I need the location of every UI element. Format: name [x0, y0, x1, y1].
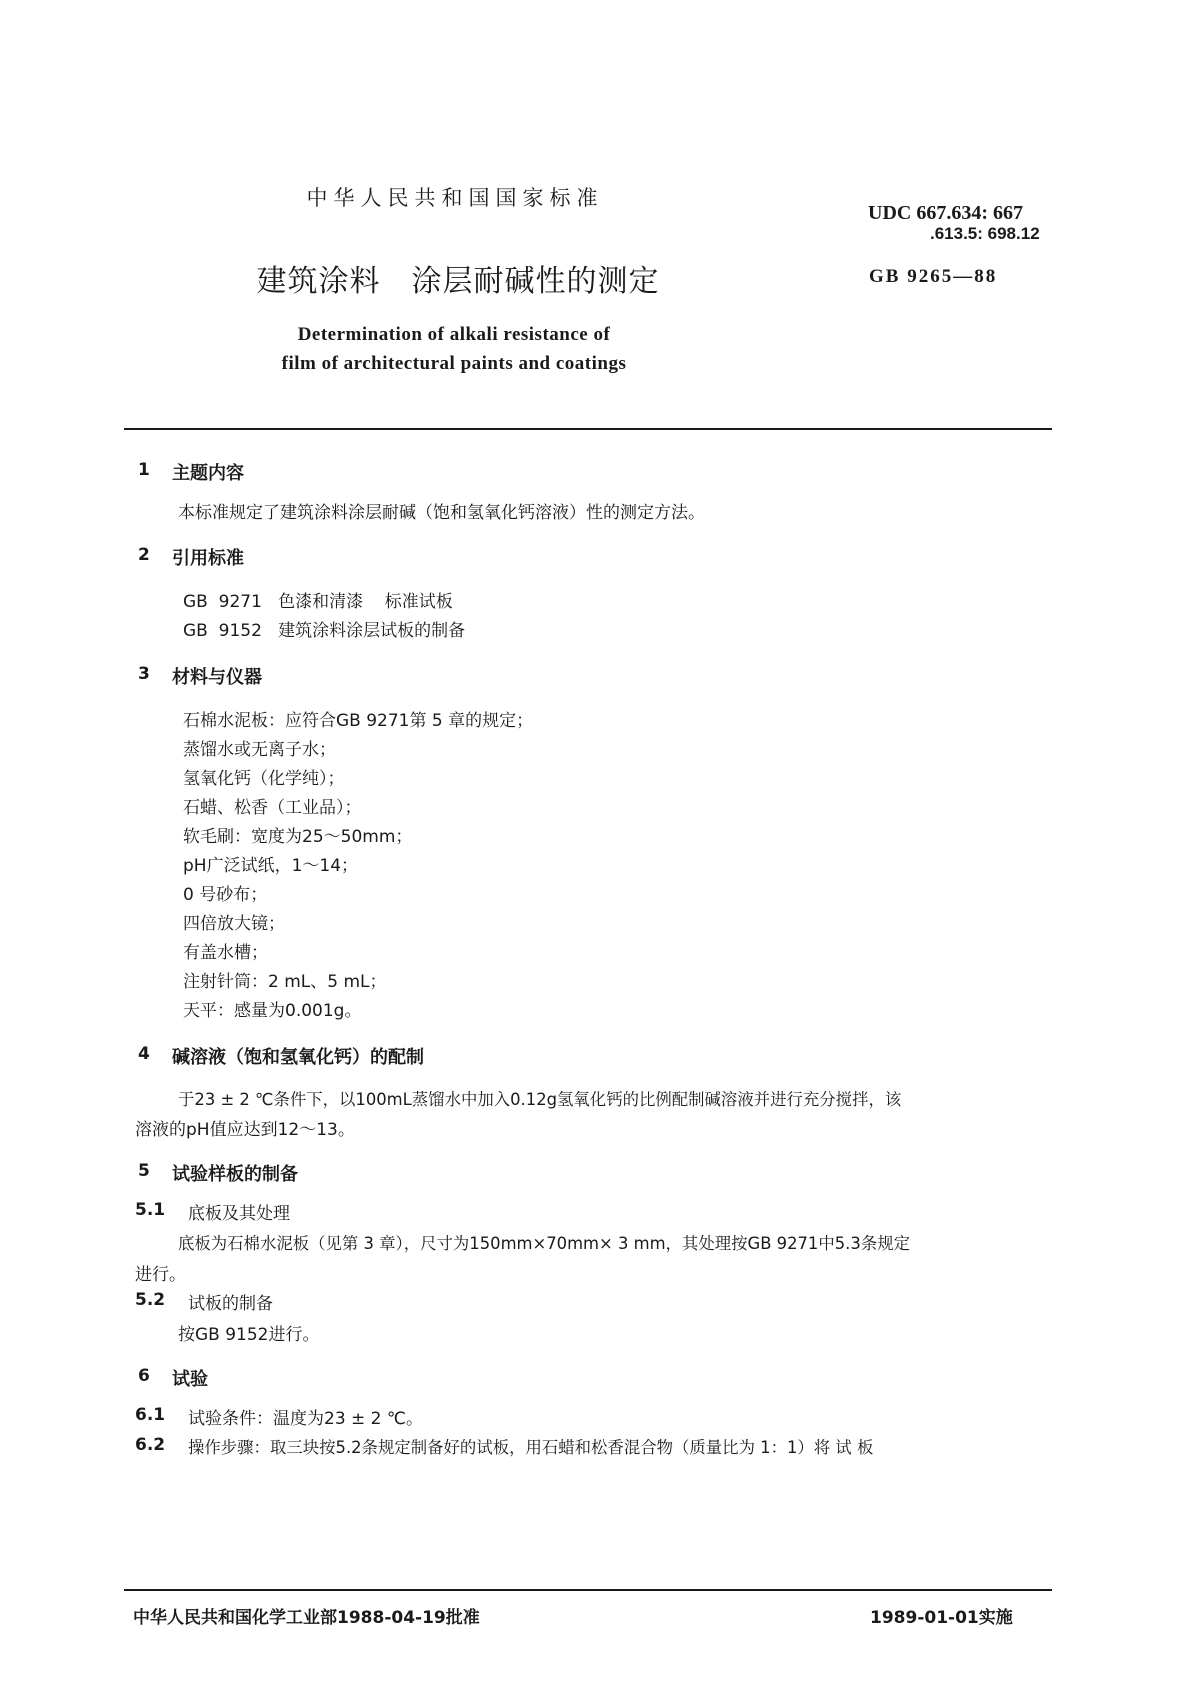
udc-line-2: .613.5: 698.12 — [930, 224, 1040, 243]
subsection-5-1-title: 底板及其处理 — [188, 1204, 290, 1224]
section-6-title: 试验 — [172, 1369, 208, 1390]
subsection-5-2-title: 试板的制备 — [188, 1294, 273, 1314]
material-item: 氢氧化钙（化学纯）； — [183, 769, 345, 789]
section-4-title: 碱溶液（饱和氢氧化钙）的配制 — [172, 1047, 424, 1068]
subsection-5-1-text-line-2: 进行。 — [135, 1265, 186, 1285]
subsection-5-1-text-line-1: 底板为石棉水泥板（见第 3 章），尺寸为150mm×70mm× 3 mm，其处理按GB 9271中5.3条规定 — [178, 1234, 910, 1253]
subsection-6-2-number: 6.2 — [135, 1435, 166, 1455]
subsection-5-2-text: 按GB 9152进行。 — [178, 1325, 320, 1345]
material-item: 石蜡、松香（工业品）； — [183, 798, 362, 818]
approval-line: 中华人民共和国化学工业部1988-04-19批准 — [133, 1608, 480, 1628]
material-item: pH广泛试纸，1～14； — [183, 856, 359, 876]
section-4-text-line-2: 溶液的pH值应达到12～13。 — [135, 1120, 355, 1140]
gb-code: GB 9265—88 — [869, 266, 998, 287]
section-1-number: 1 — [138, 460, 150, 480]
section-6-number: 6 — [138, 1366, 150, 1386]
title-english-line-2: film of architectural paints and coatings — [281, 353, 627, 374]
section-5-number: 5 — [138, 1161, 150, 1181]
subsection-6-1-text: 试验条件：温度为23 ± 2 ℃。 — [188, 1409, 423, 1429]
subsection-6-2-text: 操作步骤：取三块按5.2条规定制备好的试板，用石蜡和松香混合物（质量比为 1：1）将 试 板 — [188, 1438, 874, 1457]
section-4-number: 4 — [138, 1044, 150, 1064]
standard-name: 中华人民共和国国家标准 — [306, 186, 604, 210]
material-item: 四倍放大镜； — [183, 914, 285, 934]
material-item: 有盖水槽； — [183, 943, 268, 963]
title-english-line-1: Determination of alkali resistance of — [297, 324, 611, 345]
subsection-6-1-number: 6.1 — [135, 1405, 166, 1425]
material-item: 0 号砂布； — [183, 885, 268, 905]
footer-divider — [124, 1589, 1052, 1591]
reference-item: GB 9152 建筑涂料涂层试板的制备 — [183, 621, 466, 641]
section-2-title: 引用标准 — [172, 548, 244, 569]
section-1-title: 主题内容 — [172, 463, 244, 484]
section-4-text-line-1: 于23 ± 2 ℃条件下，以100mL蒸馏水中加入0.12g氢氧化钙的比例配制碱溶液并进行充分搅拌，该 — [178, 1090, 902, 1109]
section-3-number: 3 — [138, 664, 150, 684]
subsection-5-1-number: 5.1 — [135, 1200, 166, 1220]
material-item: 蒸馏水或无离子水； — [183, 740, 336, 760]
material-item: 软毛刷：宽度为25～50mm； — [183, 827, 413, 847]
subsection-5-2-number: 5.2 — [135, 1290, 166, 1310]
material-item: 石棉水泥板：应符合GB 9271第 5 章的规定； — [183, 711, 534, 731]
section-3-title: 材料与仪器 — [172, 667, 262, 688]
section-1-text: 本标准规定了建筑涂料涂层耐碱（饱和氢氧化钙溶液）性的测定方法。 — [178, 503, 705, 523]
material-item: 注射针筒：2 mL、5 mL； — [183, 972, 387, 992]
reference-item: GB 9271 色漆和清漆 标准试板 — [183, 592, 453, 612]
section-2-number: 2 — [138, 545, 150, 565]
title-chinese: 建筑涂料 涂层耐碱性的测定 — [256, 264, 660, 299]
effective-date-line: 1989-01-01实施 — [870, 1608, 1013, 1628]
header-divider — [124, 428, 1052, 430]
udc-line-1: UDC 667.634: 667 — [868, 202, 1023, 224]
material-item: 天平：感量为0.001g。 — [183, 1001, 362, 1021]
section-5-title: 试验样板的制备 — [172, 1164, 298, 1185]
